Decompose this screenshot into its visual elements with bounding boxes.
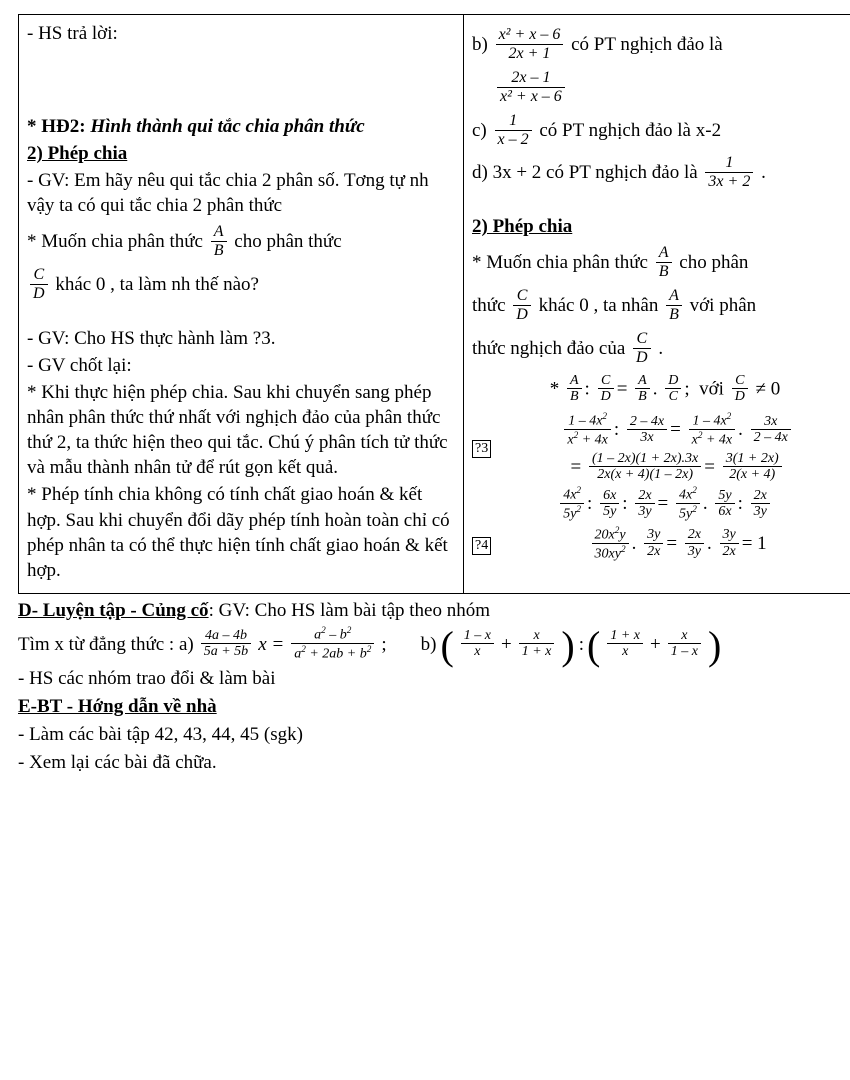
blank-space-small xyxy=(472,198,850,214)
hd2-heading xyxy=(27,114,455,139)
fraction-numerator: A xyxy=(669,287,679,305)
fraction-numerator: $4x^2$ xyxy=(679,485,697,503)
fraction-denominator: 5a + 5b xyxy=(201,643,251,660)
fraction-denominator: 5y xyxy=(600,503,619,520)
fraction-c-over-d xyxy=(633,330,651,367)
hd2-label: * HĐ2 xyxy=(27,116,80,138)
fraction-denominator: B xyxy=(656,262,672,281)
fraction-denominator: 3y xyxy=(751,503,770,520)
open-paren: ( xyxy=(587,622,601,668)
fraction-denominator: D xyxy=(633,348,651,367)
q3-block xyxy=(472,412,850,486)
section-d-title: D- Luyện tập - Củng cố xyxy=(18,599,209,621)
fraction-numerator: $4x^2$ xyxy=(563,485,582,503)
fraction-denominator: 2x xyxy=(720,543,739,560)
item-b-line xyxy=(472,27,850,64)
fraction-denominator: B xyxy=(567,388,582,405)
fraction-numerator: 2 – 4x xyxy=(629,413,665,429)
fraction-denominator: D xyxy=(598,388,614,405)
fraction-denominator: D xyxy=(30,284,48,303)
exercise-row xyxy=(18,622,832,668)
fraction-denominator: B xyxy=(635,388,650,405)
rule-text-2: cho phân xyxy=(679,252,749,274)
formula-neq: ≠ 0 xyxy=(755,378,781,400)
item-b-text: có PT nghịch đảo là xyxy=(571,33,723,55)
fraction-denominator: 2x(x + 4)(1 – 2x) xyxy=(589,466,701,483)
rule-text-7: . xyxy=(658,337,664,359)
division-formula: * $\frac{A}{B}$ : $\frac{C}{D}$ = $\frac{A}{B}$ . $\frac{D}{C}$ ; với $\frac{C}{D}$ ≠ 0 xyxy=(549,372,781,405)
fraction-numerator: 2x xyxy=(687,527,701,543)
gv-question-1: - GV: Em hãy nêu qui tắc chia 2 phân số. Tơng tự nh vậy ta có qui tắc chia 2 phân thức xyxy=(27,170,429,217)
fraction-denominator: x² + x – 6 xyxy=(497,87,565,106)
bottom-section xyxy=(18,598,832,777)
item-b-result-line xyxy=(472,70,850,107)
q3-frac-3 xyxy=(689,411,736,449)
fraction-numerator: C xyxy=(33,266,45,284)
exercise-a-x: x = xyxy=(258,633,285,655)
q4-label: ?4 xyxy=(472,537,491,555)
hd2-title: Hình thành qui tắc chia phân thức xyxy=(90,116,365,138)
fraction-denominator: 2(x + 4) xyxy=(723,466,782,483)
fraction-numerator: 2x xyxy=(638,487,652,503)
fraction-numerator: $1 - 4x^2$ xyxy=(568,411,608,429)
item-d-end: . xyxy=(761,162,766,184)
exercise-b-label: b) xyxy=(420,633,437,655)
find-x-label: Tìm x từ đẳng thức : a) xyxy=(18,633,194,655)
q4-frac-5 xyxy=(715,488,734,520)
q4-frac-10 xyxy=(720,527,739,559)
fraction-denominator: $30xy^2$ xyxy=(592,543,629,562)
item-c-fraction xyxy=(495,112,532,149)
right-section2-title: 2) Phép chia xyxy=(472,216,573,238)
fraction-denominator: x xyxy=(607,643,643,660)
fraction-numerator: 1 xyxy=(725,154,734,172)
rule-line-2 xyxy=(472,288,850,325)
note-2: * Phép tính chia không có tính chất giao hoán & kết hợp. Sau khi chuyển đổi dãy phép tính hoàn toàn chỉ có phép nhân ta có thể thực hiện tính chất giao hoán & kết hợp. xyxy=(27,484,450,581)
rule-line-1 xyxy=(472,245,850,282)
right-column-cell xyxy=(464,15,850,594)
exercise-b-plus: + xyxy=(501,633,512,655)
fraction-denominator: 3x xyxy=(627,429,667,446)
fraction-numerator: 2x xyxy=(753,487,767,503)
hd2-colon: : xyxy=(79,116,86,138)
fraction-c-over-d xyxy=(598,373,614,405)
close-paren: ) xyxy=(561,622,575,668)
fraction-numerator: x xyxy=(681,627,688,643)
gv-practice-line: - GV: Cho HS thực hành làm ?3. xyxy=(27,328,276,350)
rule-text-3: thức xyxy=(472,294,506,316)
fraction-numerator: 3y xyxy=(647,527,661,543)
fraction-denominator: 3y xyxy=(685,543,704,560)
fraction-numerator: 5y xyxy=(718,487,732,503)
left-section2-title: 2) Phép chia xyxy=(27,143,128,165)
q3-body xyxy=(497,412,850,486)
fraction-numerator: (1 – 2x)(1 + 2x).3x xyxy=(591,450,699,466)
left-column-cell xyxy=(19,15,464,594)
fraction-denominator: 2x + 1 xyxy=(496,44,564,63)
fraction-denominator: x xyxy=(461,643,494,660)
khac-0-line xyxy=(27,267,455,304)
homework-line-1: - Làm các bài tập 42, 43, 44, 45 (sgk) xyxy=(18,724,303,746)
muon-chia-line xyxy=(27,224,455,261)
homework-line-2: - Xem lại các bài đã chữa. xyxy=(18,752,217,774)
fraction-numerator: A xyxy=(638,372,647,388)
note-1: * Khi thực hiện phép chia. Sau khi chuyển sang phép nhân phân thức thứ nhất với nghịch đảo của phân thức thứ 2, ta thức hiện theo qui tắc. Chú ý phân tích tử thức và mẫu thành nhân tử để rút gọn kết quả. xyxy=(27,382,448,479)
fraction-a-over-b xyxy=(635,373,650,405)
exercise-semicolon: ; xyxy=(381,633,387,655)
fraction-numerator: D xyxy=(668,372,679,388)
open-paren: ( xyxy=(440,622,454,668)
item-b-label: b) xyxy=(472,33,488,55)
muon-chia-mid: cho phân thức xyxy=(234,231,342,253)
fraction-denominator: $a^2 + 2ab + b^2$ xyxy=(291,643,374,662)
fraction-denominator: 3x + 2 xyxy=(705,172,753,191)
fraction-denominator: C xyxy=(665,388,681,405)
item-c-line xyxy=(472,113,850,150)
q3-frac-1 xyxy=(564,411,611,449)
q4-label-row xyxy=(472,526,850,566)
item-b-fraction xyxy=(496,26,564,63)
item-d-fraction xyxy=(705,154,753,191)
q4-block xyxy=(472,486,850,565)
fraction-denominator: 2x xyxy=(644,543,663,560)
fraction-numerator: C xyxy=(735,372,745,388)
q4-step-1: $\frac{4x^2}{5y^2}$ : $\frac{6x}{5y}$ : $\frac{2x}{3y}$ = $\frac{4x^2}{5y^2}$ . $\frac{5y}{6x}$ : $\frac{2x}{3y}$ xyxy=(472,486,850,524)
rule-text-4: khác 0 , ta nhân xyxy=(538,294,659,316)
q4-frac-9 xyxy=(685,527,704,559)
fraction-numerator: A xyxy=(658,244,669,262)
rule-text-6: thức nghịch đảo của xyxy=(472,337,626,359)
gv-conclude-line: - GV chốt lại: xyxy=(27,355,132,377)
fraction-denominator: x – 2 xyxy=(495,130,532,149)
hs-answer-line: - HS trả lời: xyxy=(27,23,118,44)
exercise-b-frac-2 xyxy=(519,628,555,660)
fraction-denominator: $x^2 + 4x$ xyxy=(564,429,611,448)
fraction-numerator: A xyxy=(213,223,224,241)
q3-step-1: $\frac{1 - 4x^2}{x^2 + 4x}$ : $\frac{2 - 4x}{3x}$ = $\frac{1 - 4x^2}{x^2 + 4x}$ . $\frac{3x}{2 - 4x}$ xyxy=(497,412,850,450)
fraction-numerator: x xyxy=(533,627,540,643)
q3-frac-2 xyxy=(627,414,667,446)
formula-star: * xyxy=(549,378,560,400)
exercise-a-frac-1 xyxy=(201,628,251,660)
blank-space-small xyxy=(27,310,455,326)
fraction-numerator: $a^2 - b^2$ xyxy=(314,625,352,643)
fraction-numerator: 3(1 + 2x) xyxy=(725,450,779,466)
fraction-denominator: D xyxy=(732,388,748,405)
fraction-a-over-b xyxy=(666,287,682,324)
fraction-numerator: 1 xyxy=(509,111,518,129)
fraction-numerator: C xyxy=(600,372,611,388)
fraction-numerator: 1 + x xyxy=(610,627,641,643)
fraction-numerator: $20x^2y$ xyxy=(594,524,626,543)
q4-step-2: $\frac{20x^2y}{30xy^2}$ . $\frac{3y}{2x}$ = $\frac{2x}{3y}$ . $\frac{3y}{2x}$ = 1 xyxy=(497,526,850,564)
item-c-label: c) xyxy=(472,119,487,141)
fraction-a-over-b xyxy=(567,373,582,405)
fraction-denominator: 1 + x xyxy=(519,643,555,660)
fraction-denominator: 6x xyxy=(715,503,734,520)
q3-frac-5 xyxy=(589,451,701,483)
rule-text-5: với phân xyxy=(689,294,757,316)
fraction-numerator: 3y xyxy=(722,527,736,543)
fraction-numerator: 4a – 4b xyxy=(204,627,247,643)
fraction-denominator: B xyxy=(211,241,227,260)
q4-frac-7 xyxy=(592,525,629,563)
formula-with: với xyxy=(699,378,724,400)
fraction-numerator: x² + x – 6 xyxy=(498,26,561,43)
item-c-text: có PT nghịch đảo là x-2 xyxy=(539,119,722,141)
exercise-a-frac-2 xyxy=(291,625,374,663)
fraction-a-over-b xyxy=(211,223,227,260)
exercise-b-frac-1 xyxy=(461,628,494,660)
hs-groups-line: - HS các nhóm trao đổi & làm bài xyxy=(18,667,276,689)
fraction-numerator: C xyxy=(636,329,648,347)
q3-frac-4 xyxy=(751,414,791,446)
fraction-numerator: $1 - 4x^2$ xyxy=(692,411,732,429)
fraction-denominator: 3y xyxy=(635,503,654,520)
fraction-denominator: $5y^2$ xyxy=(560,503,584,522)
q3-step-2: = $\frac{(1 - 2x)(1 + 2x).3x}{2x(x + 4)(1 - 2x)}$ = $\frac{3(1 + 2x)}{2(x + 4)}$ xyxy=(497,452,850,484)
fraction-c-over-d xyxy=(513,287,531,324)
section-d-heading xyxy=(18,598,832,624)
rule-text-1: * Muốn chia phân thức xyxy=(472,252,648,274)
item-d-label: d) 3x + 2 có PT nghịch đảo là xyxy=(472,162,698,184)
q4-frac-3 xyxy=(635,488,654,520)
muon-chia-pre: * Muốn chia phân thức xyxy=(27,231,203,253)
exercise-b-frac-3 xyxy=(607,628,643,660)
item-d-line xyxy=(472,155,850,192)
fraction-numerator: 1 – x xyxy=(463,627,492,643)
item-b-result-fraction xyxy=(497,69,565,106)
blank-space xyxy=(27,48,455,114)
q4-frac-8 xyxy=(644,527,663,559)
exercise-b-divide: : xyxy=(578,633,584,655)
fraction-denominator: $5y^2$ xyxy=(676,503,700,522)
fraction-numerator: 2x – 1 xyxy=(511,68,551,86)
fraction-denominator: 2 – 4x xyxy=(751,429,791,446)
fraction-numerator: C xyxy=(516,287,528,305)
fraction-d-over-c xyxy=(665,373,681,405)
section-e-heading: E-BT - Hớng dẫn về nhà xyxy=(18,695,217,717)
q4-frac-6 xyxy=(751,488,770,520)
q4-frac-2 xyxy=(600,488,619,520)
section-d-rest: : GV: Cho HS làm bài tập theo nhóm xyxy=(208,599,491,621)
fraction-a-over-b xyxy=(656,244,672,281)
q3-frac-6 xyxy=(723,451,782,483)
q3-label: ?3 xyxy=(472,440,491,458)
fraction-c-over-d xyxy=(30,266,48,303)
fraction-numerator: 3x xyxy=(764,413,778,429)
q4-body xyxy=(497,526,850,566)
fraction-numerator: 6x xyxy=(603,487,617,503)
fraction-denominator: 1 – x xyxy=(668,643,701,660)
lesson-plan-table xyxy=(18,14,850,594)
muon-chia-post: khác 0 , ta làm nh thế nào? xyxy=(55,273,259,295)
q4-frac-4 xyxy=(676,485,700,523)
fraction-numerator: A xyxy=(569,372,579,388)
fraction-denominator: D xyxy=(513,305,531,324)
exercise-b-frac-4 xyxy=(668,628,701,660)
fraction-denominator: $x^2 + 4x$ xyxy=(689,429,736,448)
fraction-c-over-d xyxy=(732,373,748,405)
rule-line-3 xyxy=(472,331,850,368)
close-paren: ) xyxy=(707,622,722,668)
exercise-b-plus-2: + xyxy=(650,633,661,655)
fraction-denominator: B xyxy=(666,305,682,324)
q4-frac-1 xyxy=(560,485,584,523)
